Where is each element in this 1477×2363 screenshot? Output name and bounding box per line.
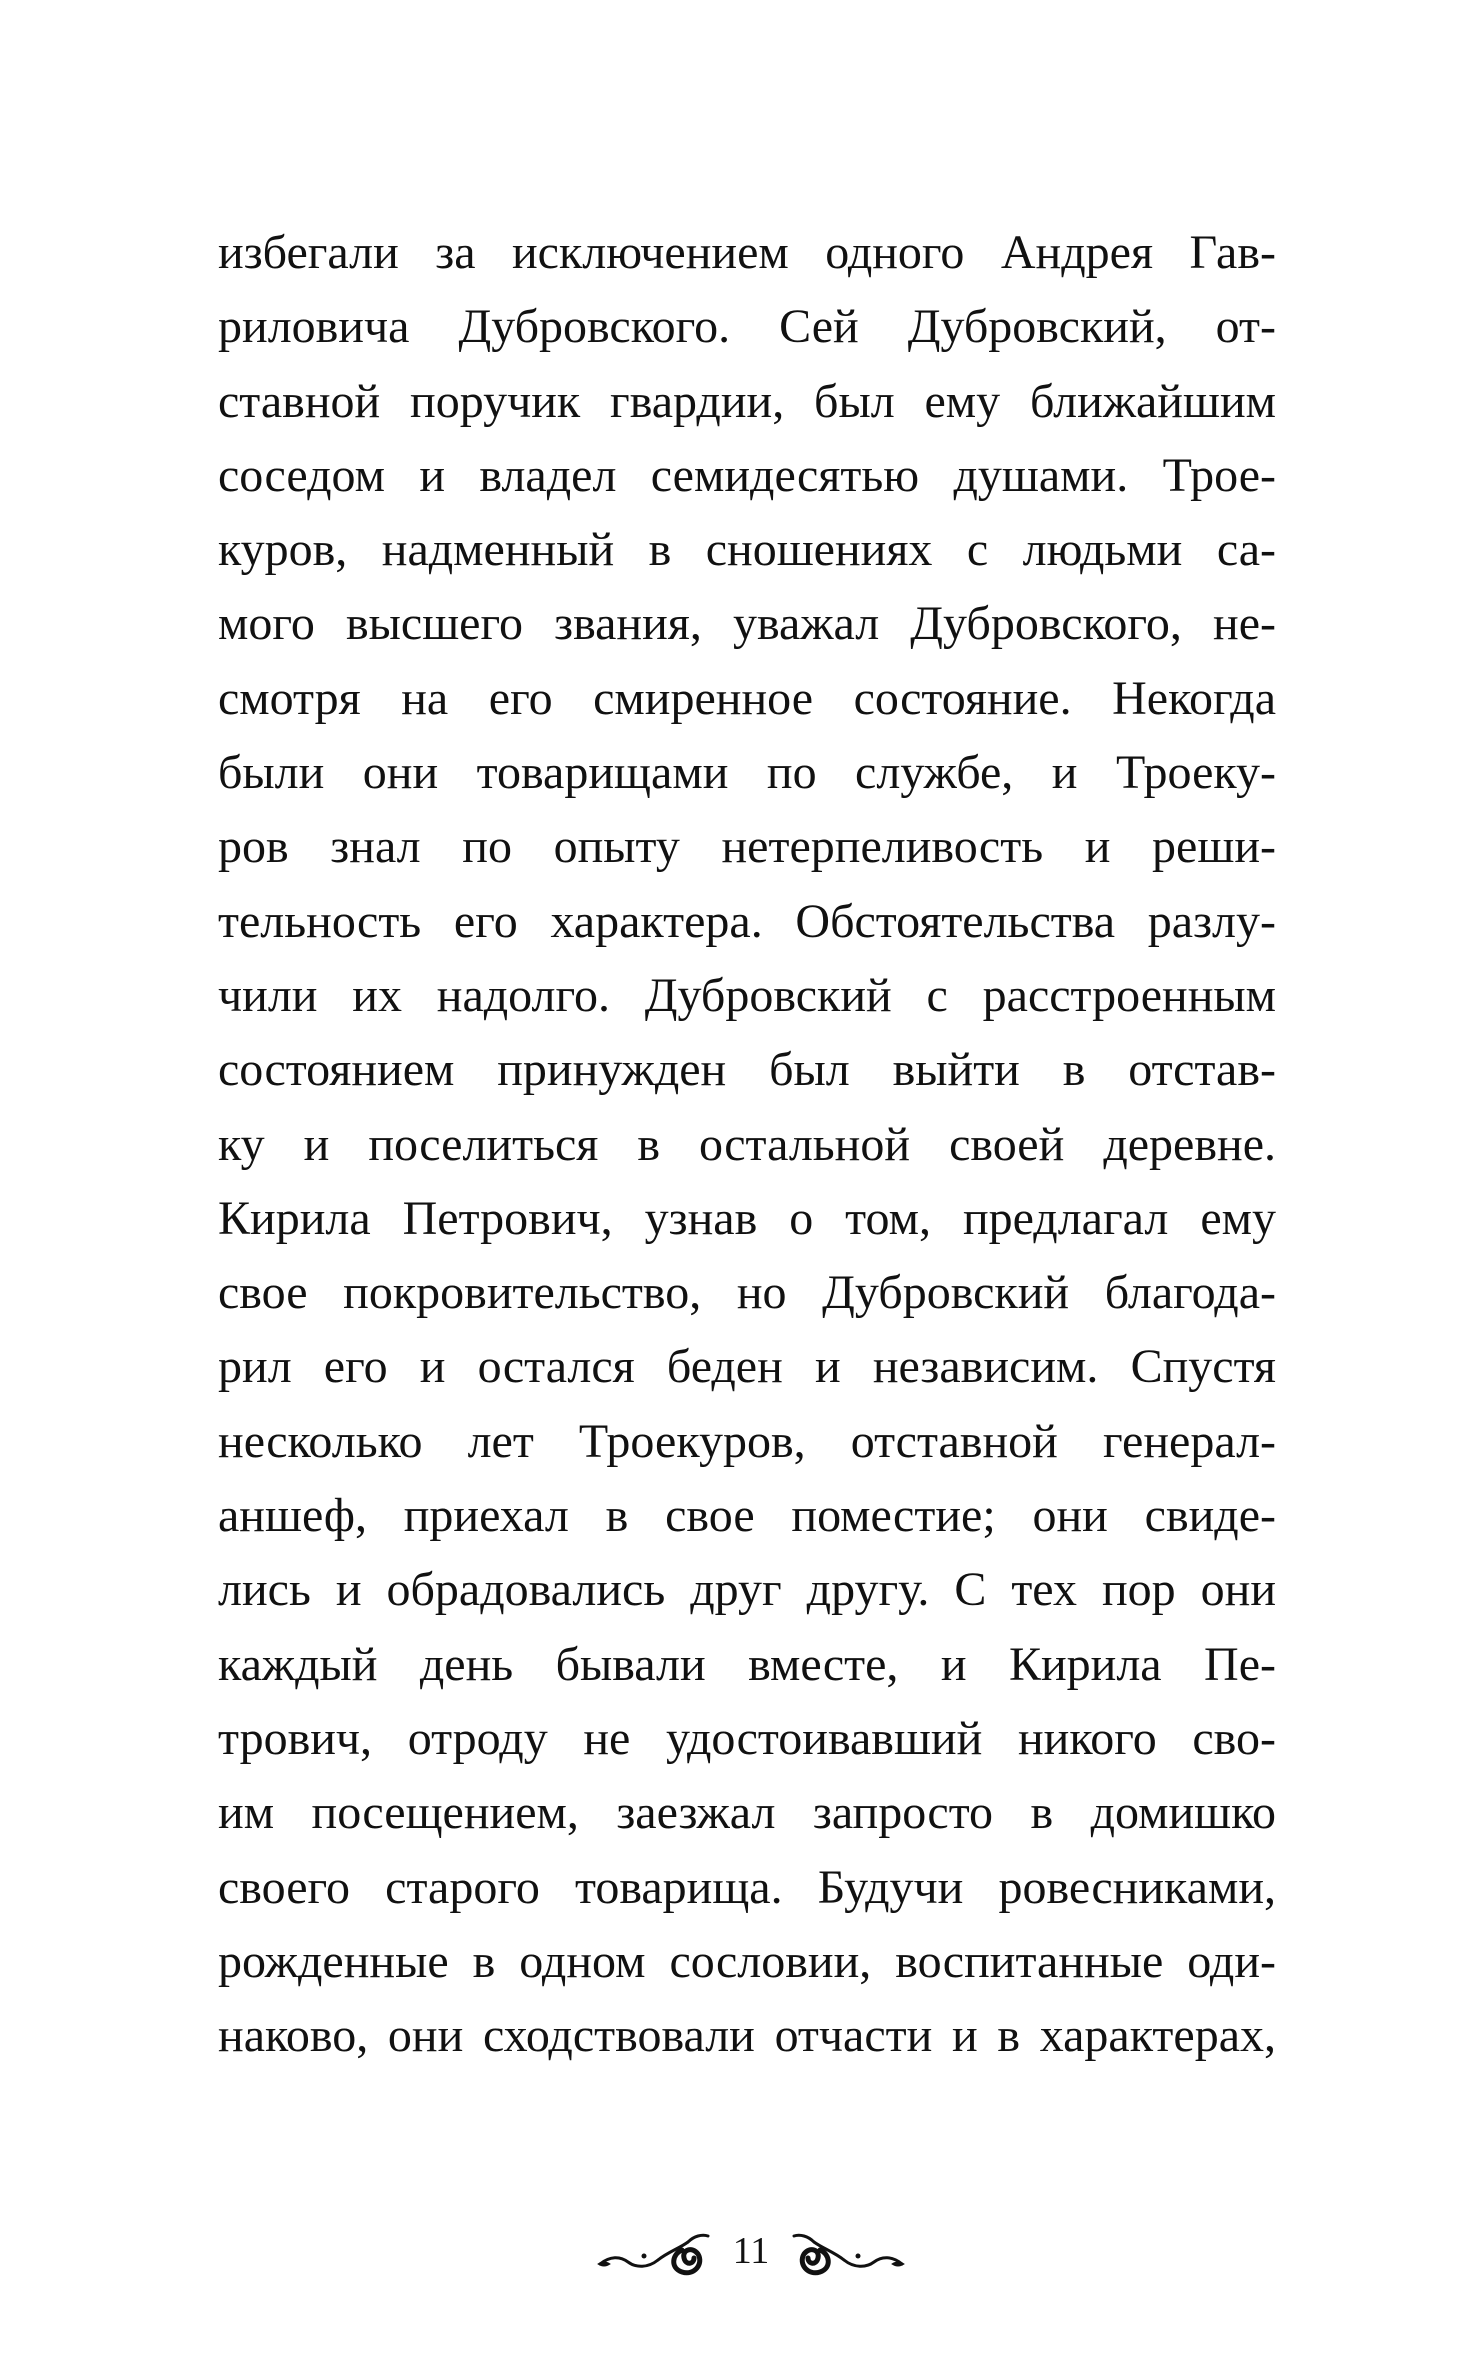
text-line: наково, они сходствовали отчасти и в характерах, (218, 2009, 1276, 2063)
text-line: риловича Дубровского. Сей Дубровский, от- (218, 300, 1276, 354)
text-line: аншеф, приехал в свое поместие; они свиде- (218, 1489, 1276, 1543)
text-line: лись и обрадовались друг другу. С тех пор они (218, 1563, 1276, 1617)
text-line: им посещением, заезжал запросто в домишко (218, 1786, 1276, 1840)
text-line: ставной поручик гвардии, был ему ближайшим (218, 374, 1276, 428)
text-line: рожденные в одном сословии, воспитанные оди- (218, 1934, 1276, 1988)
text-line: свое покровительство, но Дубровский благода- (218, 1266, 1276, 1320)
text-line: куров, надменный в сношениях с людьми са- (218, 523, 1276, 577)
text-line: своего старого товарища. Будучи ровесниками, (218, 1860, 1276, 1914)
text-line: избегали за исключением одного Андрея Гав- (218, 226, 1276, 279)
text-line: мого высшего звания, уважал Дубровского, не- (218, 597, 1276, 651)
body-text (218, 216, 1276, 2073)
text-line: ку и поселиться в остальной своей деревне. (218, 1117, 1276, 1171)
text-line: были они товарищами по службе, и Троеку- (218, 746, 1276, 800)
text-line: ров знал по опыту нетерпеливость и реши- (218, 820, 1276, 874)
page-number: 11 (732, 2230, 770, 2272)
text-line: чили их надолго. Дубровский с расстроенным (218, 968, 1276, 1022)
text-line: трович, отроду не удостоивавший никого сво- (218, 1711, 1276, 1765)
text-line: рил его и остался беден и независим. Спустя (218, 1340, 1276, 1394)
scroll-ornament-icon (790, 2226, 906, 2282)
text-line: соседом и владел семидесятью душами. Трое- (218, 448, 1276, 502)
text-line: смотря на его смиренное состояние. Некогда (218, 671, 1276, 725)
page-footer (0, 2220, 1477, 2290)
scroll-ornament-icon (596, 2226, 712, 2282)
text-line: состоянием принужден был выйти в отстав- (218, 1043, 1276, 1097)
text-line: Кирила Петрович, узнав о том, предлагал ему (218, 1191, 1276, 1245)
text-line: несколько лет Троекуров, отставной генерал- (218, 1414, 1276, 1468)
text-line: тельность его характера. Обстоятельства разлу- (218, 894, 1276, 948)
text-line: каждый день бывали вместе, и Кирила Пе- (218, 1637, 1276, 1691)
